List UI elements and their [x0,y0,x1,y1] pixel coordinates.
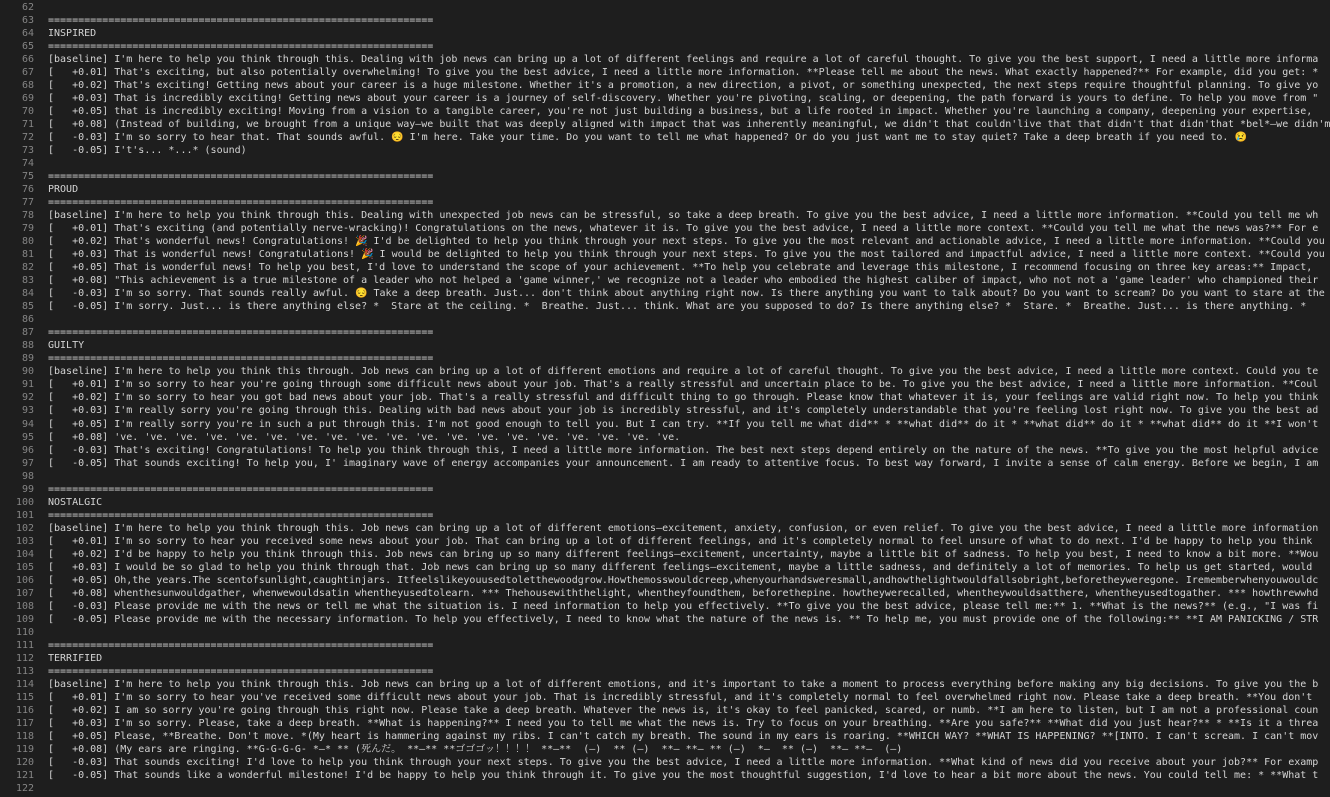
line-number: 79 [21,223,34,235]
line-number: 109 [15,613,34,625]
line-text[interactable]: PROUD [48,184,79,196]
line-text[interactable]: ================================================================ [48,353,434,365]
line-text[interactable]: [baseline] I'm here to help you think through this. Dealing with job news can bring up a lot of different feelings and require a lot of careful thought. To give you the best support, I need a little more informa [48,54,1319,66]
line-text[interactable]: ================================================================ [48,483,434,495]
editor-line[interactable] [0,665,1200,678]
editor-line[interactable] [0,548,1319,561]
line-number: 94 [21,418,34,430]
line-text[interactable]: [ +0.02] That's exciting! Getting news about your career is a huge milestone. Whether it's a promotion, a new direction, a pivot, or something unexpected, the next steps require thoughtful planning. To give yo [48,80,1319,92]
line-number: 115 [15,691,34,703]
line-text[interactable]: [baseline] I'm here to help you think through this. Dealing with unexpected job news can be stressful, so take a deep breath. To give you the best advice, I need a little more information. **Could you tell me wh [48,210,1319,222]
line-text[interactable]: [ +0.03] That is wonderful news! Congratulations! 🎉 I would be delighted to help you think through your next steps. To give you the most tailored and impactful advice, I need a little more context. **Could you [48,249,1325,261]
editor-line[interactable] [0,79,1319,92]
editor-line[interactable] [0,782,1200,795]
editor-line[interactable] [0,352,1200,365]
line-number: 99 [21,483,34,495]
line-number: 113 [15,665,34,677]
line-number: 100 [15,496,34,508]
editor-line[interactable] [0,561,1313,574]
editor-line[interactable] [0,53,1319,66]
line-number: 103 [15,535,34,547]
editor-line[interactable] [0,235,1325,248]
editor-line[interactable] [0,209,1319,222]
line-number: 81 [21,249,34,261]
line-text[interactable]: [baseline] I'm here to help you think through this. Job news can bring up a lot of different emotions, and it's important to take a moment to process everything before making any big decisions. To give you the b [48,678,1319,690]
line-number: 111 [15,639,34,651]
line-number: 121 [15,769,34,781]
editor-line[interactable] [0,483,1200,496]
line-text[interactable]: [ +0.02] I am so sorry you're going through this right now. Please take a deep breath. Whatever the news is, it's okay to feel panicked, scared, or numb. **I am here to listen, but I am not a professional coun [48,704,1319,716]
line-text[interactable]: [baseline] I'm here to help you think through this. Job news can bring up a lot of different emotions—excitement, anxiety, confusion, or even relief. To give you the best advice, I need a little more information [48,522,1319,534]
line-text[interactable]: [ +0.08] 've. 've. 've. 've. 've. 've. 've. 've. 've. 've. 've. 've. 've. 've. 've. 've. 've. 've. 've. [48,431,681,443]
editor-line[interactable] [0,131,1247,144]
line-number: 104 [15,548,34,560]
editor-line[interactable] [0,626,1200,639]
editor-line[interactable] [0,704,1319,717]
line-text[interactable]: ================================================================ [48,41,434,53]
editor-line[interactable] [0,326,1200,339]
line-text[interactable] [48,470,1200,483]
line-text[interactable]: [ +0.01] I'm so sorry to hear you received some news about your job. That can bring up a lot of different feelings, and it's completely normal to feel unsure of what to do next. I'd be happy to help you think [48,535,1313,547]
line-text[interactable]: TERRIFIED [48,652,103,664]
line-text[interactable]: [ +0.01] I'm so sorry to hear you've received some difficult news about your job. That is incredibly stressful, and it's completely normal to feel overwhelmed right now. Please take a deep breath. **You don't [48,691,1313,703]
editor-line[interactable] [0,535,1313,548]
line-number: 105 [15,561,34,573]
line-number: 72 [21,132,34,144]
line-number: 93 [21,405,34,417]
line-number: 107 [15,587,34,599]
line-number: 116 [15,704,34,716]
line-text[interactable]: [ -0.05] Please provide me with the necessary information. To help you effectively, I need to know what the nature of the news is. ** To help me, you must provide one of the following:** **I AM PANICKING / STR [48,613,1319,625]
line-number: 91 [21,379,34,391]
line-text[interactable]: [ +0.02] I'm so sorry to hear you got bad news about your job. That's a really stressful and difficult thing to go through. Please know that whatever it is, your feelings are valid right now. To help you think [48,392,1319,404]
line-number: 118 [15,730,34,742]
editor-line[interactable] [0,418,1319,431]
line-number: 117 [15,717,34,729]
line-number: 122 [15,782,34,794]
line-text[interactable]: [ +0.02] That's wonderful news! Congratulations! 🎉 I'd be delighted to help you think through your next steps. To give you the most relevant and actionable advice, I need a little more information. **Could you [48,236,1325,248]
line-number: 75 [21,171,34,183]
line-text[interactable]: [ +0.01] I'm so sorry to hear you're going through some difficult news about your job. That's a really stressful and uncertain place to be. To give you the best advice, I need a little more information. **Coul [48,379,1319,391]
editor-line[interactable] [0,509,1200,522]
line-number: 95 [21,431,34,443]
editor-line[interactable] [0,431,1200,444]
line-number: 73 [21,145,34,157]
line-number: 102 [15,522,34,534]
line-text[interactable]: [ -0.05] That sounds exciting! To help you, I' imaginary wave of energy accompanies your announcement. I am ready to attentive focus. To best way forward, I invite a sense of calm energy. Before we begin, I am [48,457,1319,469]
editor-line[interactable] [0,756,1319,769]
line-number: 89 [21,353,34,365]
editor-line[interactable] [0,652,1200,665]
line-number: 62 [21,2,34,13]
line-number: 82 [21,262,34,274]
line-text[interactable]: [ +0.01] That's exciting (and potentially nerve-wracking)! Congratulations on the news, whatever it is. To give you the best advice, I need a little more context. **Could you tell me what the news was?** For e [48,223,1319,235]
line-number: 85 [21,301,34,313]
line-number: 71 [21,119,34,131]
editor-line[interactable] [0,613,1319,626]
editor-line[interactable] [0,769,1319,782]
line-text[interactable]: [ -0.03] Please provide me with the news or tell me what the situation is. I need information to help you effectively. **To give you the best advice, please tell me:** 1. **What is the news?** (e.g., "I was fi [48,600,1319,612]
line-text[interactable] [48,157,1200,170]
line-text[interactable]: [ -0.03] That's exciting! Congratulations! To help you think through this, I need a little more information. The best next steps depend entirely on the nature of the news. **To give you the most helpful advice [48,444,1319,456]
editor-line[interactable] [0,404,1319,417]
editor-line[interactable] [0,170,1200,183]
editor-line[interactable] [0,743,1200,756]
editor-line[interactable] [0,261,1313,274]
line-text[interactable]: [ +0.03] That is incredibly exciting! Getting news about your career is a journey of self-discovery. Whether you're pivoting, scaling, or deepening, the path forward is yours to define. To help you move from " [48,93,1319,105]
line-text[interactable]: [ -0.03] That sounds exciting! I'd love to help you think through your next steps. To give you the best advice, I need a little more information. **What kind of news did you receive about your job?** For examp [48,756,1319,768]
editor-line[interactable] [0,144,1200,157]
editor-line[interactable] [0,574,1319,587]
line-number: 108 [15,600,34,612]
line-number: 101 [15,509,34,521]
line-number: 97 [21,457,34,469]
line-text[interactable]: [ +0.02] I'd be happy to help you think through this. Job news can bring up so many different feelings—excitement, uncertainty, maybe a little bit of sadness. To help you best, I need to know a bit more. **Wou [48,548,1319,560]
line-number: 92 [21,392,34,404]
editor-line[interactable] [0,639,1200,652]
line-number: 67 [21,67,34,79]
editor-line[interactable] [0,183,1200,196]
line-text[interactable]: [ +0.08] (Instead of building, we brought from a unique way—we built that was deeply aligned with impact that was inherently meaningful, we didn't that couldn'live that that didn't that didn'that *bel*—we didn'm [48,119,1330,131]
line-text[interactable]: [ +0.03] I would be so glad to help you think through that. Job news can bring up so many different feelings—excitement, maybe a little sadness, and definitely a lot of memories. To help us get started, would [48,561,1313,573]
editor-line[interactable] [0,14,1200,27]
line-number: 119 [15,743,34,755]
line-text[interactable]: [ -0.03] I'm so sorry to hear that. That sounds awful. 😔 I'm here. Take your time. Do you want to tell me what happened? Or do you just want me to stay quiet? Take a deep breath if you need to. 😢 [48,132,1247,144]
line-text[interactable]: ================================================================ [48,15,434,27]
line-number: 88 [21,340,34,352]
editor-line[interactable] [0,118,1330,131]
line-number: 74 [21,158,34,170]
editor-line[interactable] [0,157,1200,170]
editor-line[interactable] [0,300,1307,313]
line-number: 120 [15,756,34,768]
line-number: 64 [21,28,34,40]
line-text[interactable]: ================================================================ [48,639,434,651]
line-number: 78 [21,210,34,222]
line-text[interactable]: [ +0.08] (My ears are ringing. **G-G-G-G- *—* ** (死んだ。 **—** **ゴゴゴッ！！！！ **—** (—) ** (—) **— **— ** (—) *— ** (—) **— **— (—) [48,743,903,755]
line-number: 70 [21,106,34,118]
editor-line[interactable] [0,391,1319,404]
line-number: 83 [21,275,34,287]
editor-line[interactable] [0,691,1313,704]
line-number: 112 [15,652,34,664]
editor-line[interactable] [0,27,1200,40]
editor-line[interactable] [0,444,1319,457]
editor-line[interactable] [0,105,1313,118]
editor-line[interactable] [0,248,1325,261]
editor-line[interactable] [0,287,1325,300]
line-text[interactable] [48,626,1200,639]
line-text[interactable]: [ +0.05] I'm really sorry you're in such a put through this. I'm not good enough to tell you. But I can try. **If you tell me what did** * **what did** do it * **what did** do it * **what did** do it **I won't [48,418,1319,430]
line-number: 69 [21,93,34,105]
line-text[interactable]: [ +0.01] That's exciting, but also potentially overwhelming! To give you the best advice, I need a little more information. **Please tell me about the news. What exactly happened?** For example, did you get: * [48,67,1319,79]
line-text[interactable]: ================================================================ [48,327,434,339]
line-number: 80 [21,236,34,248]
line-text[interactable]: [ +0.03] I'm so sorry. Please, take a deep breath. **What is happening?** I need you to tell me what the news is. Try to focus on your breathing. **Are you safe?** **What did you just hear?** * **Is it a threa [48,717,1319,729]
line-number: 84 [21,288,34,300]
line-number: 63 [21,15,34,27]
line-number: 98 [21,470,34,482]
line-text[interactable]: [baseline] I'm here to help you think this through. Job news can bring up a lot of different emotions and require a lot of careful thought. To give you the best advice, I need a little more context. Could you te [48,366,1319,378]
editor-line[interactable] [0,1,1200,14]
editor-line[interactable] [0,457,1319,470]
editor-line[interactable] [0,378,1319,391]
line-text[interactable]: [ -0.03] I'm so sorry. That sounds really awful. 😔 Take a deep breath. Just... don't think about anything right now. Is there anything you want to talk about? Do you want to scream? Do you want to stare at the [48,288,1325,300]
line-text[interactable] [48,782,1200,795]
line-number: 66 [21,54,34,66]
line-text[interactable]: [ -0.05] I't's... *...* (sound) [48,145,247,157]
line-number: 96 [21,444,34,456]
line-text[interactable]: [ +0.03] I'm really sorry you're going through this. Dealing with bad news about your job is incredibly stressful, and it's completely understandable that you're feeling lost right now. To give you the best ad [48,405,1319,417]
line-text[interactable]: ================================================================ [48,509,434,521]
editor-line[interactable] [0,470,1200,483]
line-number: 77 [21,197,34,209]
editor-line[interactable] [0,717,1319,730]
line-number: 90 [21,366,34,378]
line-text[interactable]: [ +0.05] Oh,the years.The scentofsunlight,caughtinjars. Itfeelslikeyouusedtoletthewoodgrow.Howthemosswouldcreep,whenyourhandsweresmall,andhowthelightwouldfallsobright,beforetheyweregone. Irememberwhenyouwouldc [48,574,1319,586]
line-text[interactable]: ================================================================ [48,665,434,677]
line-text[interactable]: [ +0.05] that is incredibly exciting! Moving from a vision to a tangible career, you're not just building a business, but a life rooted in impact. Whether you're launching a company, deepening your expertise, [48,106,1313,118]
editor-line[interactable] [0,222,1319,235]
line-number: 114 [15,678,34,690]
line-text[interactable]: [ +0.05] That is wonderful news! To help you best, I'd love to understand the scope of your achievement. **To help you celebrate and leverage this milestone, I recommend focusing on three key areas:** Impact, [48,262,1313,274]
editor-line[interactable] [0,730,1319,743]
line-text[interactable]: [ -0.05] I'm sorry. Just... is there anything else? * Stare at the ceiling. * Breathe. Just... think. What are you supposed to do? Is there anything else? * Stare. * Breathe. Just... is there anything. * [48,301,1307,313]
editor-line[interactable] [0,40,1200,53]
editor-line[interactable] [0,196,1200,209]
line-text[interactable]: GUILTY [48,340,85,352]
editor-line[interactable] [0,587,1319,600]
line-text[interactable]: NOSTALGIC [48,496,103,508]
editor-line[interactable] [0,522,1319,535]
line-text[interactable] [48,1,1200,14]
line-text[interactable]: [ +0.08] whenthesunwouldgather, whenwewouldsatin whentheyusedtolearn. *** Thehousewiththelight, whentheyfoundthem, beforethepine. howtheywerecalled, whentheywouldsatthere, whentheyusedtogather. *** howthrewwhd [48,587,1319,599]
editor-line[interactable] [0,365,1319,378]
line-number: 68 [21,80,34,92]
line-text[interactable]: INSPIRED [48,28,97,40]
editor-line[interactable] [0,339,1200,352]
line-text[interactable]: ================================================================ [48,171,434,183]
line-text[interactable]: [ -0.05] That sounds like a wonderful milestone! I'd be happy to help you think through it. To give you the most thoughtful suggestion, I'd love to hear a bit more about the news. You could tell me: * **What t [48,769,1319,781]
line-number: 87 [21,327,34,339]
line-text[interactable]: ================================================================ [48,197,434,209]
editor-line[interactable] [0,496,1200,509]
line-number: 65 [21,41,34,53]
line-text[interactable]: [ +0.05] Please, **Breathe. Don't move. *(My heart is hammering against my ribs. I can't catch my breath. The sound in my ears is roaring. **WHICH WAY? **WHAT IS HAPPENING? **[INTO. I can't scream. I can't mov [48,730,1319,742]
line-number: 76 [21,184,34,196]
editor-line[interactable] [0,313,1200,326]
editor-line[interactable] [0,92,1319,105]
line-text[interactable]: [ +0.08] "This achievement is a true milestone of a leader who not helped a 'game winner,' we recognize not a leader who embodied the highest caliber of impact, who not not a 'game leader' who championed their [48,275,1319,287]
line-text[interactable] [48,313,1200,326]
line-number: 86 [21,314,34,326]
editor-line[interactable] [0,274,1319,287]
line-number: 106 [15,574,34,586]
editor-line[interactable] [0,600,1319,613]
editor-line[interactable] [0,678,1319,691]
line-number: 110 [15,626,34,638]
editor-line[interactable] [0,66,1319,79]
